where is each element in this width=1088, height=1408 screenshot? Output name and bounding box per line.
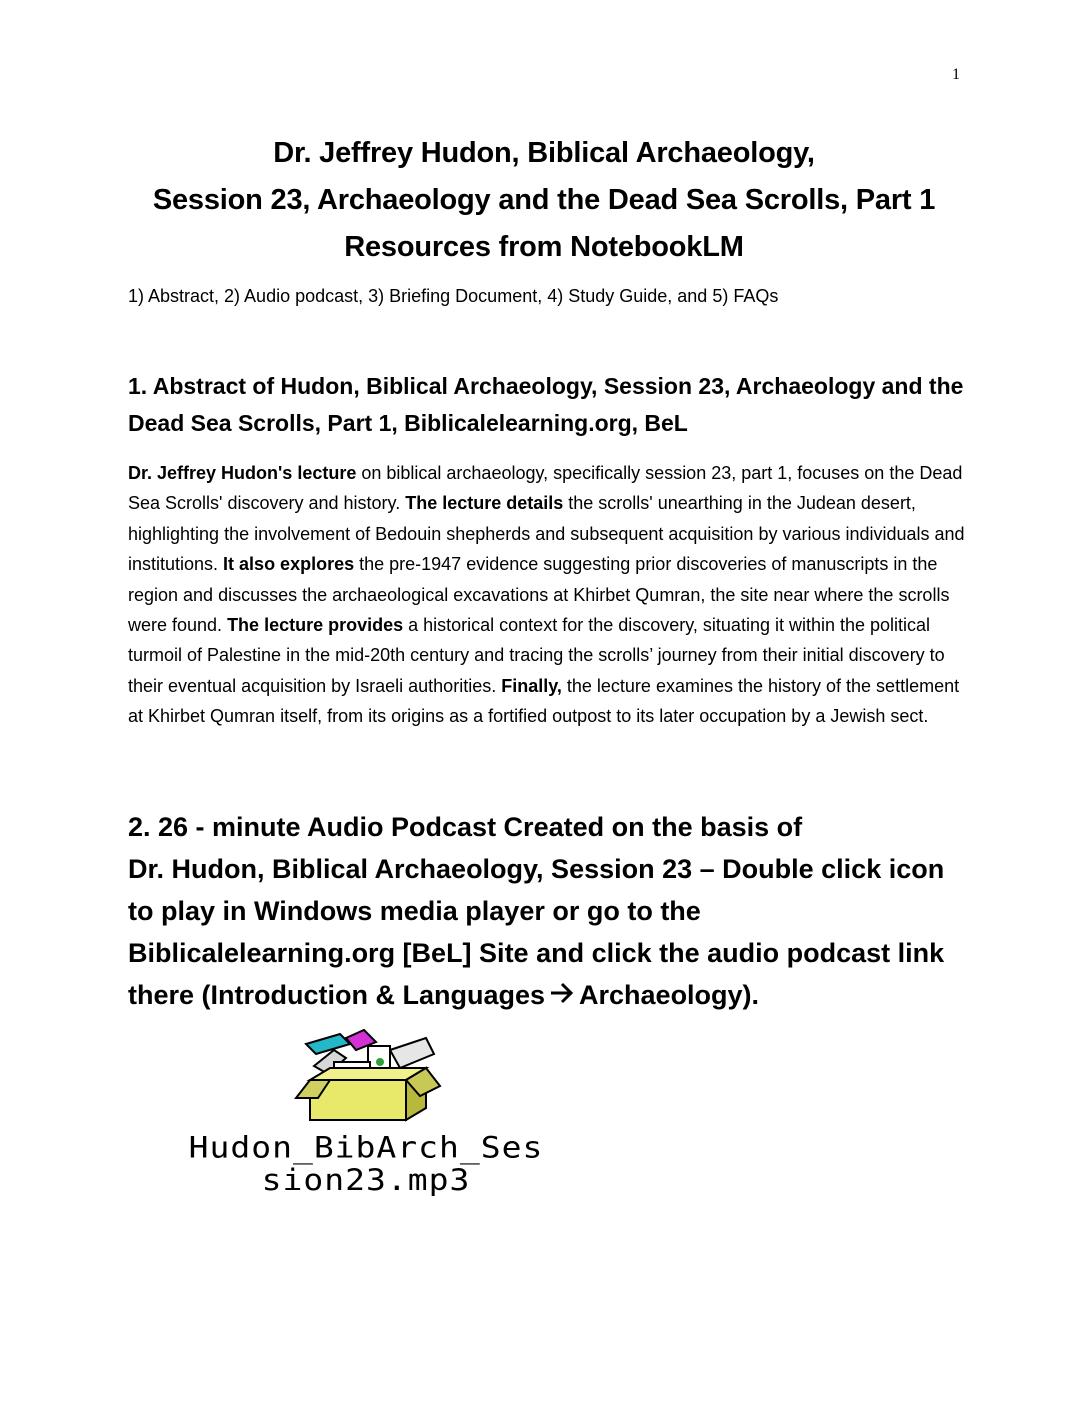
podcast-heading-line-1: 2. 26 - minute Audio Podcast Created on the basis of xyxy=(128,812,803,842)
title-line-2: Session 23, Archaeology and the Dead Sea Scrolls, Part 1 xyxy=(152,184,936,216)
abstract-bold-4: The lecture provides xyxy=(227,615,404,636)
abstract-heading: 1. Abstract of Hudon, Biblical Archaeology, Session 23, Archaeology and the Dead Sea Scrolls, Part 1, Biblicalelearning.org, BeL xyxy=(128,373,964,436)
podcast-heading-line-5-end: Archaeology). xyxy=(579,980,760,1010)
right-arrow-icon xyxy=(549,974,575,1016)
resources-list: 1) Abstract, 2) Audio podcast, 3) Briefing Document, 4) Study Guide, and 5) FAQs xyxy=(128,286,779,306)
abstract-paragraph xyxy=(128,458,968,732)
file-label-line-1: Hudon_BibArch_Ses xyxy=(188,1129,544,1165)
package-box-icon[interactable] xyxy=(294,1028,442,1124)
abstract-text-1: on biblical archaeology, specifically session 23, part 1, focuses on the Dead Sea Scrolls' discovery and history. xyxy=(128,463,963,514)
page-number: 1 xyxy=(952,66,960,83)
title-line-3: Resources from NotebookLM xyxy=(344,231,744,263)
abstract-bold-3: It also explores xyxy=(223,554,355,575)
abstract-bold-5: Finally, xyxy=(501,675,562,696)
abstract-text-3: the pre-1947 evidence suggesting prior discoveries of manuscripts in the region and discusses the archaeological excavations at Khirbet Qumran, the site near where the scrolls were found. xyxy=(128,554,950,636)
abstract-bold-2: The lecture details xyxy=(405,493,564,514)
podcast-heading xyxy=(128,806,968,1016)
podcast-heading-line-5 xyxy=(128,974,968,1016)
file-label-line-2: sion23.mp3 xyxy=(261,1162,471,1198)
abstract-text-2: the scrolls' unearthing in the Judean desert, highlighting the involvement of Bedouin shepherds and subsequent acquisition by various individuals and institutions. xyxy=(128,493,965,575)
podcast-heading-line-2: Dr. Hudon, Biblical Archaeology, Session 23 – Double click icon xyxy=(128,854,945,884)
podcast-file-label[interactable] xyxy=(126,1129,606,1198)
podcast-file-attachment[interactable] xyxy=(126,1028,606,1198)
abstract-bold-1: Dr. Jeffrey Hudon's lecture xyxy=(128,463,357,483)
title-line-1: Dr. Jeffrey Hudon, Biblical Archaeology, xyxy=(273,137,815,169)
abstract-text-5: the lecture examines the history of the settlement at Khirbet Qumran itself, from its origins as a fortified outpost to its later occupation by a Jewish sect. xyxy=(128,675,960,727)
abstract-text-4: a historical context for the discovery, situating it within the political turmoil of Palestine in the mid-20th century and tracing the scrolls’ journey from their initial discovery to their eventual acquisition by Israeli authorities. xyxy=(128,615,945,696)
podcast-heading-line-5-start: there (Introduction & Languages xyxy=(128,980,546,1010)
podcast-heading-line-4: Biblicalelearning.org [BeL] Site and click the audio podcast link xyxy=(128,938,945,968)
podcast-heading-line-3: to play in Windows media player or go to the xyxy=(128,896,701,926)
document-title xyxy=(0,130,1088,271)
